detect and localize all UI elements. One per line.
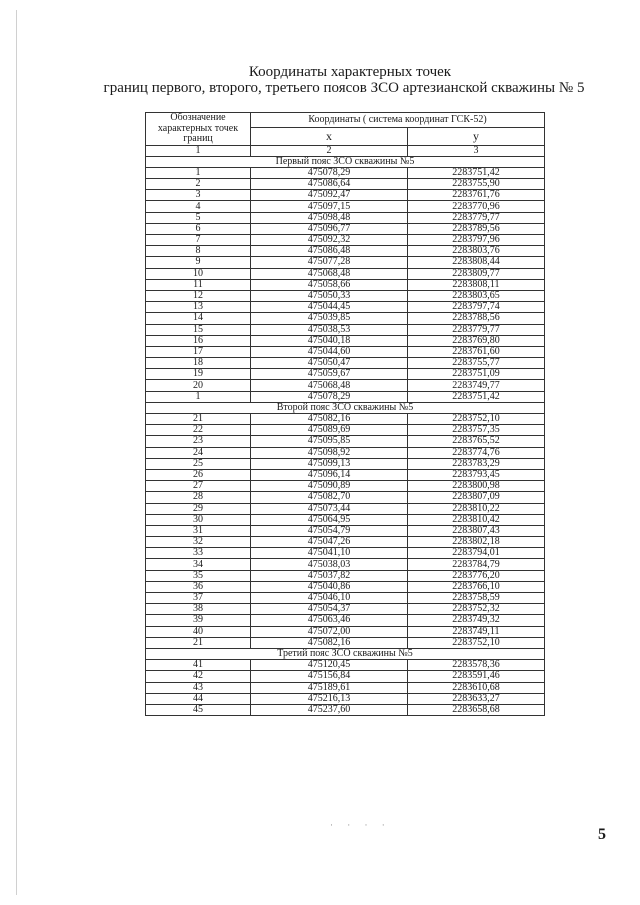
y-coordinate-cell: 2283633,27 [408, 693, 545, 704]
table-row [146, 290, 545, 301]
point-id-cell: 33 [146, 548, 251, 559]
table-row [146, 693, 545, 704]
y-coordinate-cell: 2283789,56 [408, 223, 545, 234]
table-row [146, 436, 545, 447]
x-coordinate-cell: 475068,48 [251, 380, 408, 391]
table-row [146, 458, 545, 469]
y-coordinate-cell: 2283755,90 [408, 179, 545, 190]
x-coordinate-cell: 475046,10 [251, 593, 408, 604]
y-coordinate-cell: 2283761,76 [408, 190, 545, 201]
y-coordinate-cell: 2283776,20 [408, 570, 545, 581]
point-id-cell: 24 [146, 447, 251, 458]
scan-edge-line [16, 10, 17, 895]
point-id-cell: 43 [146, 682, 251, 693]
table-row [146, 391, 545, 402]
point-id-cell: 31 [146, 525, 251, 536]
x-coordinate-cell: 475038,53 [251, 324, 408, 335]
y-coordinate-cell: 2283749,77 [408, 380, 545, 391]
table-row [146, 537, 545, 548]
x-coordinate-cell: 475086,64 [251, 179, 408, 190]
point-id-cell: 1 [146, 167, 251, 178]
table-row [146, 414, 545, 425]
point-id-cell: 8 [146, 246, 251, 257]
section-title: Второй пояс ЗСО скважины №5 [146, 402, 545, 413]
x-coordinate-cell: 475082,16 [251, 414, 408, 425]
point-id-cell: 1 [146, 391, 251, 402]
point-id-cell: 4 [146, 201, 251, 212]
point-id-cell: 2 [146, 179, 251, 190]
table-row [146, 425, 545, 436]
x-coordinate-cell: 475063,46 [251, 615, 408, 626]
x-coordinate-cell: 475098,48 [251, 212, 408, 223]
point-id-cell: 16 [146, 335, 251, 346]
point-id-cell: 23 [146, 436, 251, 447]
y-coordinate-cell: 2283793,45 [408, 469, 545, 480]
y-coordinate-cell: 2283769,80 [408, 335, 545, 346]
table-row [146, 503, 545, 514]
x-column-header: x [251, 128, 408, 145]
table-row [146, 615, 545, 626]
point-id-cell: 6 [146, 223, 251, 234]
y-coordinate-cell: 2283751,42 [408, 167, 545, 178]
table-row [146, 212, 545, 223]
y-coordinate-cell: 2283761,60 [408, 346, 545, 357]
table-row [146, 324, 545, 335]
x-coordinate-cell: 475086,48 [251, 246, 408, 257]
x-coordinate-cell: 475072,00 [251, 626, 408, 637]
point-id-cell: 13 [146, 302, 251, 313]
table-row [146, 358, 545, 369]
point-id-cell: 17 [146, 346, 251, 357]
y-coordinate-cell: 2283755,77 [408, 358, 545, 369]
point-id-cell: 14 [146, 313, 251, 324]
y-coordinate-cell: 2283752,10 [408, 414, 545, 425]
x-coordinate-cell: 475054,79 [251, 525, 408, 536]
points-column-header: Обозначение характерных точек границ [146, 113, 251, 146]
point-id-cell: 36 [146, 581, 251, 592]
table-row [146, 223, 545, 234]
x-coordinate-cell: 475044,60 [251, 346, 408, 357]
y-coordinate-cell: 2283578,36 [408, 660, 545, 671]
point-id-cell: 44 [146, 693, 251, 704]
point-id-cell: 15 [146, 324, 251, 335]
point-id-cell: 19 [146, 369, 251, 380]
x-coordinate-cell: 475058,66 [251, 279, 408, 290]
y-coordinate-cell: 2283794,01 [408, 548, 545, 559]
y-coordinate-cell: 2283751,09 [408, 369, 545, 380]
table-row [146, 469, 545, 480]
y-coordinate-cell: 2283749,32 [408, 615, 545, 626]
point-id-cell: 9 [146, 257, 251, 268]
y-coordinate-cell: 2283765,52 [408, 436, 545, 447]
x-coordinate-cell: 475189,61 [251, 682, 408, 693]
table-row [146, 235, 545, 246]
y-coordinate-cell: 2283658,68 [408, 704, 545, 715]
y-coordinate-cell: 2283808,44 [408, 257, 545, 268]
x-coordinate-cell: 475054,37 [251, 604, 408, 615]
y-coordinate-cell: 2283808,11 [408, 279, 545, 290]
point-id-cell: 20 [146, 380, 251, 391]
point-id-cell: 35 [146, 570, 251, 581]
x-coordinate-cell: 475082,16 [251, 637, 408, 648]
table-row [146, 637, 545, 648]
table-row [146, 190, 545, 201]
x-coordinate-cell: 475089,69 [251, 425, 408, 436]
x-coordinate-cell: 475096,77 [251, 223, 408, 234]
point-id-cell: 18 [146, 358, 251, 369]
point-id-cell: 40 [146, 626, 251, 637]
y-coordinate-cell: 2283807,43 [408, 525, 545, 536]
x-coordinate-cell: 475156,84 [251, 671, 408, 682]
x-coordinate-cell: 475077,28 [251, 257, 408, 268]
y-coordinate-cell: 2283758,59 [408, 593, 545, 604]
y-coordinate-cell: 2283797,74 [408, 302, 545, 313]
x-coordinate-cell: 475047,26 [251, 537, 408, 548]
table-row [146, 570, 545, 581]
x-coordinate-cell: 475237,60 [251, 704, 408, 715]
table-row [146, 704, 545, 715]
x-coordinate-cell: 475073,44 [251, 503, 408, 514]
table-row [146, 671, 545, 682]
x-coordinate-cell: 475098,92 [251, 447, 408, 458]
table-row [146, 268, 545, 279]
column-number-3: 3 [408, 145, 545, 156]
table-row [146, 548, 545, 559]
table-row [146, 682, 545, 693]
document-title: Координаты характерных точек [248, 64, 452, 80]
table-row [146, 481, 545, 492]
coordinates-header: Координаты ( система координат ГСК-52) [251, 113, 545, 128]
y-coordinate-cell: 2283779,77 [408, 324, 545, 335]
x-coordinate-cell: 475078,29 [251, 391, 408, 402]
x-coordinate-cell: 475038,03 [251, 559, 408, 570]
x-coordinate-cell: 475216,13 [251, 693, 408, 704]
x-coordinate-cell: 475068,48 [251, 268, 408, 279]
table-row [146, 593, 545, 604]
y-coordinate-cell: 2283766,10 [408, 581, 545, 592]
table-row [146, 380, 545, 391]
y-coordinate-cell: 2283809,77 [408, 268, 545, 279]
point-id-cell: 22 [146, 425, 251, 436]
point-id-cell: 5 [146, 212, 251, 223]
table-row [146, 201, 545, 212]
page-number: 5 [598, 826, 606, 843]
table-row [146, 447, 545, 458]
point-id-cell: 34 [146, 559, 251, 570]
x-coordinate-cell: 475092,47 [251, 190, 408, 201]
y-coordinate-cell: 2283610,68 [408, 682, 545, 693]
x-coordinate-cell: 475064,95 [251, 514, 408, 525]
table-row [146, 167, 545, 178]
section-row [146, 156, 545, 167]
column-number-1: 1 [146, 145, 251, 156]
y-coordinate-cell: 2283591,46 [408, 671, 545, 682]
y-coordinate-cell: 2283774,76 [408, 447, 545, 458]
x-coordinate-cell: 475082,70 [251, 492, 408, 503]
point-id-cell: 42 [146, 671, 251, 682]
table-row [146, 626, 545, 637]
point-id-cell: 21 [146, 414, 251, 425]
point-id-cell: 21 [146, 637, 251, 648]
x-coordinate-cell: 475096,14 [251, 469, 408, 480]
x-coordinate-cell: 475078,29 [251, 167, 408, 178]
point-id-cell: 28 [146, 492, 251, 503]
y-coordinate-cell: 2283770,96 [408, 201, 545, 212]
point-id-cell: 27 [146, 481, 251, 492]
section-title: Первый пояс ЗСО скважины №5 [146, 156, 545, 167]
document-subtitle: границ первого, второго, третьего поясов ЗСО артезианской скважины № 5 [103, 80, 585, 96]
y-coordinate-cell: 2283807,09 [408, 492, 545, 503]
section-row [146, 402, 545, 413]
point-id-cell: 10 [146, 268, 251, 279]
section-title: Третий пояс ЗСО скважины №5 [146, 648, 545, 659]
y-coordinate-cell: 2283803,65 [408, 290, 545, 301]
point-id-cell: 3 [146, 190, 251, 201]
y-column-header: у [408, 128, 545, 145]
y-coordinate-cell: 2283749,11 [408, 626, 545, 637]
y-coordinate-cell: 2283810,22 [408, 503, 545, 514]
point-id-cell: 32 [146, 537, 251, 548]
y-coordinate-cell: 2283783,29 [408, 458, 545, 469]
point-id-cell: 12 [146, 290, 251, 301]
table-row [146, 335, 545, 346]
x-coordinate-cell: 475120,45 [251, 660, 408, 671]
x-coordinate-cell: 475092,32 [251, 235, 408, 246]
table-row [146, 604, 545, 615]
table-row [146, 302, 545, 313]
table-row [146, 313, 545, 324]
x-coordinate-cell: 475044,45 [251, 302, 408, 313]
y-coordinate-cell: 2283803,76 [408, 246, 545, 257]
table-row [146, 492, 545, 503]
y-coordinate-cell: 2283751,42 [408, 391, 545, 402]
table-row [146, 279, 545, 290]
y-coordinate-cell: 2283784,79 [408, 559, 545, 570]
y-coordinate-cell: 2283779,77 [408, 212, 545, 223]
table-row [146, 257, 545, 268]
y-coordinate-cell: 2283797,96 [408, 235, 545, 246]
y-coordinate-cell: 2283800,98 [408, 481, 545, 492]
point-id-cell: 39 [146, 615, 251, 626]
x-coordinate-cell: 475039,85 [251, 313, 408, 324]
point-id-cell: 7 [146, 235, 251, 246]
x-coordinate-cell: 475050,47 [251, 358, 408, 369]
point-id-cell: 45 [146, 704, 251, 715]
x-coordinate-cell: 475037,82 [251, 570, 408, 581]
column-number-2: 2 [251, 145, 408, 156]
table-row [146, 559, 545, 570]
x-coordinate-cell: 475059,67 [251, 369, 408, 380]
x-coordinate-cell: 475041,10 [251, 548, 408, 559]
point-id-cell: 30 [146, 514, 251, 525]
point-id-cell: 37 [146, 593, 251, 604]
point-id-cell: 41 [146, 660, 251, 671]
x-coordinate-cell: 475095,85 [251, 436, 408, 447]
y-coordinate-cell: 2283802,18 [408, 537, 545, 548]
x-coordinate-cell: 475090,89 [251, 481, 408, 492]
coordinates-table [145, 112, 545, 716]
point-id-cell: 29 [146, 503, 251, 514]
x-coordinate-cell: 475097,15 [251, 201, 408, 212]
x-coordinate-cell: 475050,33 [251, 290, 408, 301]
point-id-cell: 38 [146, 604, 251, 615]
y-coordinate-cell: 2283788,56 [408, 313, 545, 324]
point-id-cell: 11 [146, 279, 251, 290]
y-coordinate-cell: 2283810,42 [408, 514, 545, 525]
x-coordinate-cell: 475040,18 [251, 335, 408, 346]
table-row [146, 346, 545, 357]
y-coordinate-cell: 2283752,32 [408, 604, 545, 615]
point-id-cell: 26 [146, 469, 251, 480]
table-row [146, 660, 545, 671]
table-row [146, 369, 545, 380]
x-coordinate-cell: 475040,86 [251, 581, 408, 592]
table-row [146, 246, 545, 257]
section-row [146, 648, 545, 659]
table-row [146, 581, 545, 592]
x-coordinate-cell: 475099,13 [251, 458, 408, 469]
table-row [146, 514, 545, 525]
point-id-cell: 25 [146, 458, 251, 469]
y-coordinate-cell: 2283752,10 [408, 637, 545, 648]
y-coordinate-cell: 2283757,35 [408, 425, 545, 436]
table-row [146, 525, 545, 536]
table-row [146, 179, 545, 190]
scan-noise: · · · · [330, 820, 391, 830]
